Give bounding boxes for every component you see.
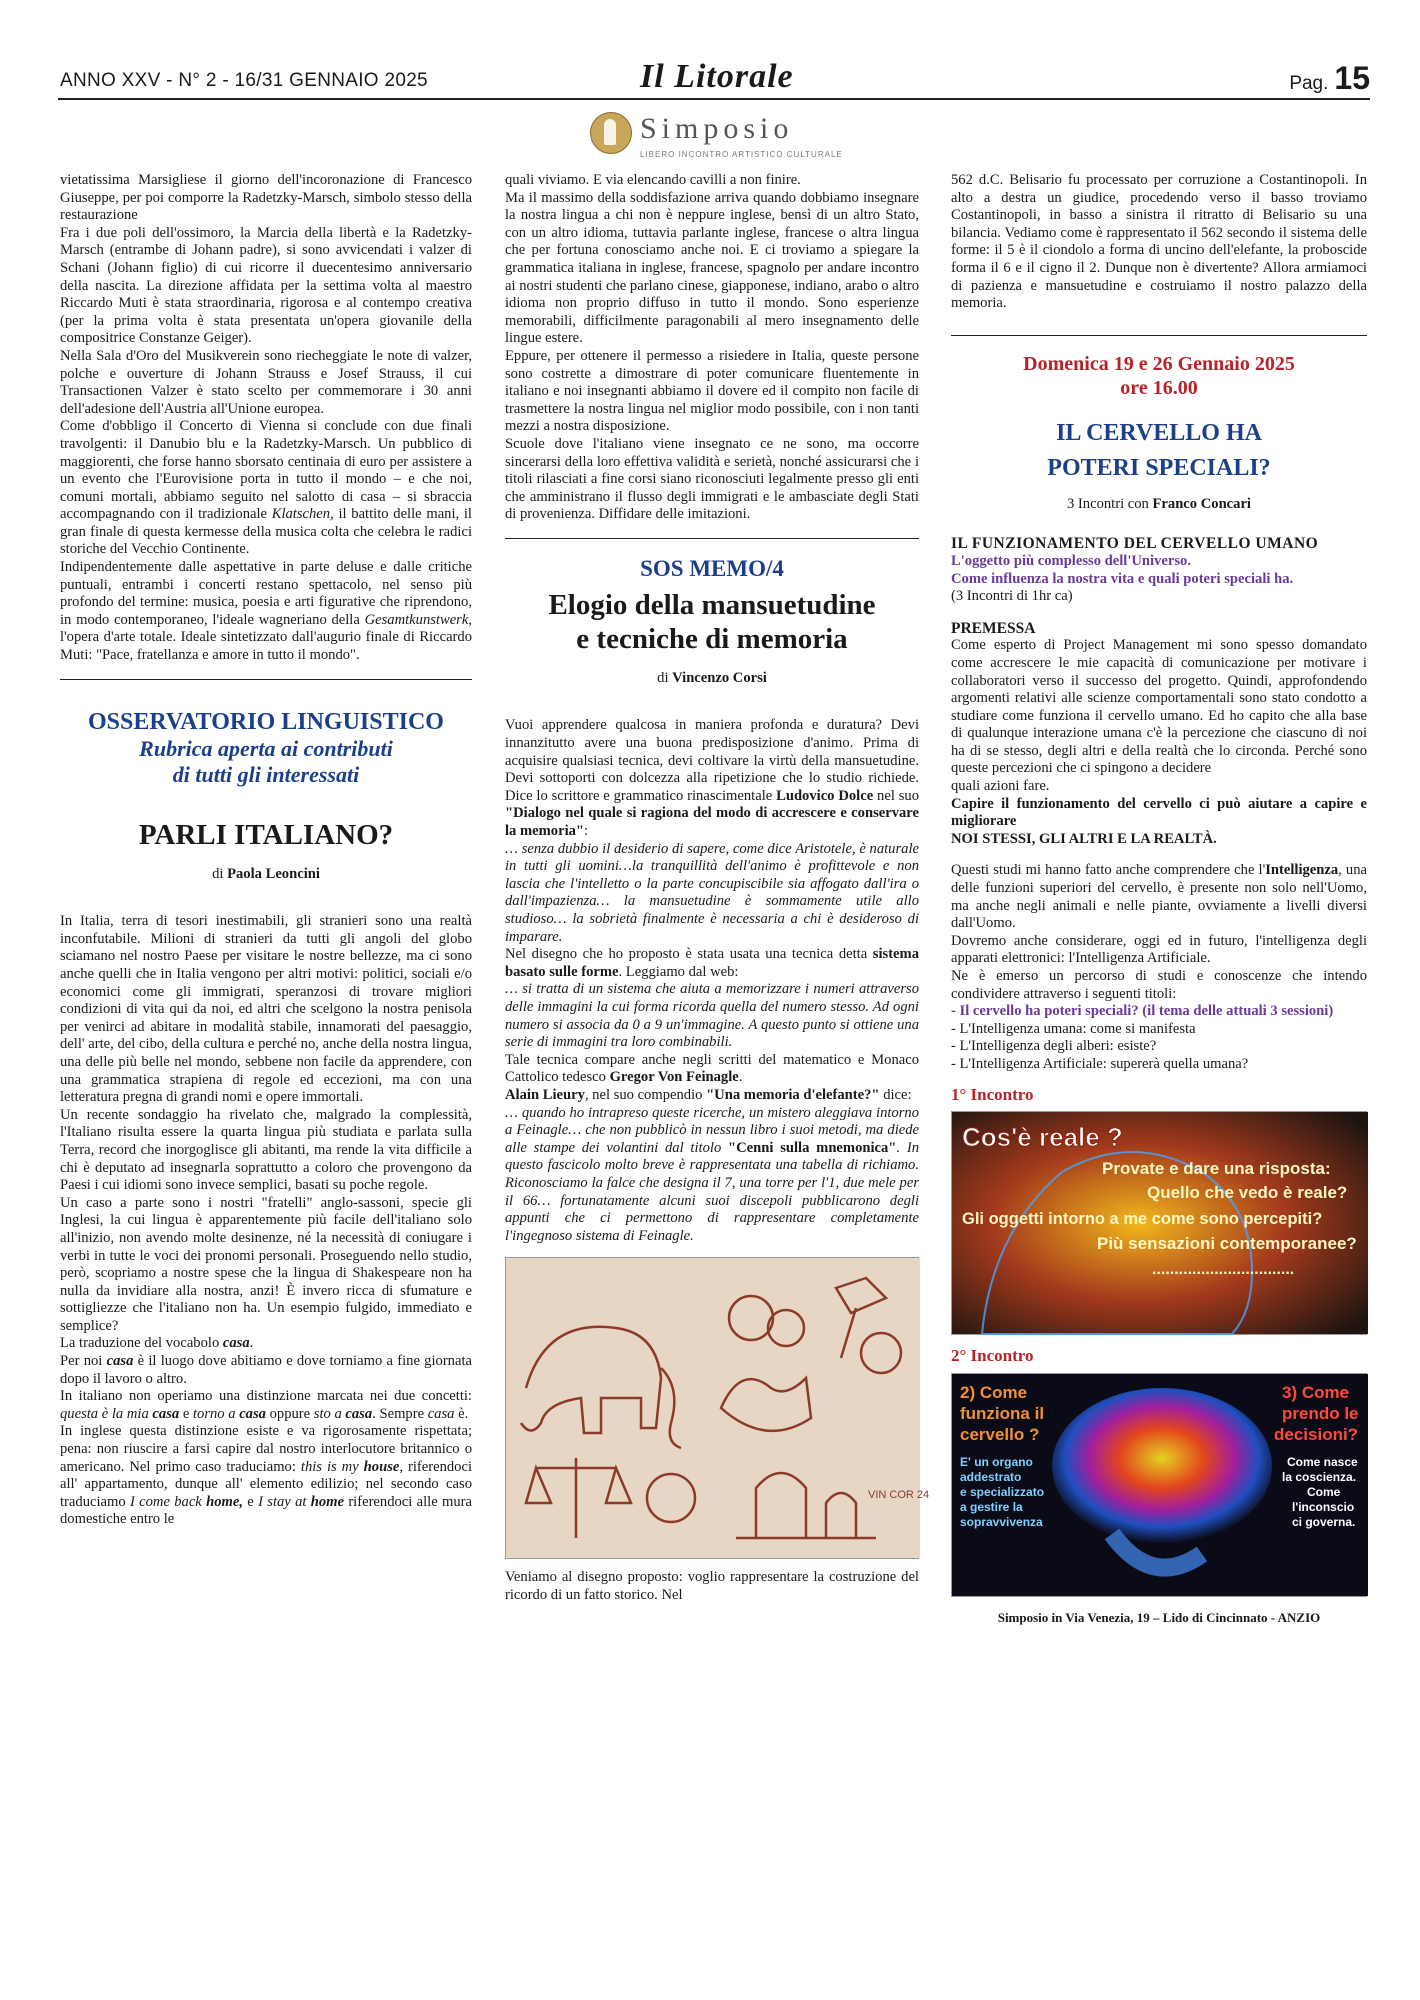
byline: di Paola Leoncini <box>212 865 320 882</box>
image-text: Provate e dare una risposta: <box>1102 1159 1331 1179</box>
paragraph: Per noi casa è il luogo dove abitiamo e dove torniamo a fine giornata dopo il lavoro o altro. <box>60 1353 472 1387</box>
image-text: ci governa. <box>1292 1514 1356 1529</box>
quote: … si tratta di un sistema che aiuta a memorizzare i numeri attraverso delle immagini la cui forma ricorda quella del numero stesso. Ad ogni numero si associa da 0 a 9 un'immagine. A questo punto si ottiene una serie di immagini tra loro combinabili. <box>505 981 919 1051</box>
section-divider <box>505 538 919 539</box>
paragraph: quali azioni fare. <box>951 778 1050 795</box>
paragraph: In italiano non operiamo una distinzione marcata nei due concetti: questa è la mia casa e torno a casa oppure sto a casa. Sempre casa è. <box>60 1388 472 1422</box>
byline: di Vincenzo Corsi <box>657 669 767 686</box>
session-1-illustration <box>952 1112 1368 1334</box>
paragraph: Eppure, per ottenere il permesso a risiedere in Italia, queste persone sono costrette a dimostrare di poter comunicare fluentemente in italiano e noi insegnanti abbiamo il dovere ed il compito non facile di trasmettere la nostra lingua nel miglior modo possibile, con i non tanti mezzi a nostra disposizione. <box>505 347 919 435</box>
paragraph: Come esperto di Project Management mi sono spesso domandato come accrescere le mie capacità di comunicazione per motivare i collaboratori verso il successo del progetto. Quindi, approfondendo argomenti relativi alle scienze comportamentali sono stato condotto a studiare come funziona il cervello umano. Ed ho capito che alla base di qualunque interazione umana c'è la percezione che ciascuno di noi ha di se stesso, degli altri e della realtà che lo circonda. Perché sono queste percezioni che ci spingono a decidere <box>951 637 1367 777</box>
highlight: L'oggetto più complesso dell'Universo. <box>951 552 1191 569</box>
list-item: - L'Intelligenza Artificiale: supererà quella umana? <box>951 1055 1249 1072</box>
paragraph: (3 Incontri di 1hr ca) <box>951 588 1073 605</box>
paragraph: Questi studi mi hanno fatto anche comprendere che l'Intelligenza, una delle funzioni superiori del cervello, è presente non solo nell'Uomo, ma anche negli animali e nelle piante, ovviamente a livelli diversi dall'Uomo. <box>951 862 1367 932</box>
event-time: ore 16.00 <box>1120 376 1198 399</box>
column-3 <box>951 172 1367 1626</box>
list-item: - L'Intelligenza degli alberi: esiste? <box>951 1038 1157 1055</box>
image-text: addestrato <box>960 1469 1022 1484</box>
image-text: la coscienza. <box>1282 1469 1357 1484</box>
memory-drawing <box>505 1257 930 1559</box>
section-title: OSSERVATORIO LINGUISTICO <box>88 708 444 735</box>
logo-tagline: LIBERO INCONTRO ARTISTICO CULTURALE <box>640 150 843 159</box>
image-text: a gestire la <box>960 1499 1023 1514</box>
section-heading: IL FUNZIONAMENTO DEL CERVELLO UMANO <box>951 535 1319 553</box>
paragraph: Un caso a parte sono i nostri "fratelli" anglo-sassoni, specie gli Inglesi, la cui lingua è apparentemente più facile dell'italiano solo all'inizio, non avendo molte desinenze, né la necessità di coniugare i verbi in tutte le voci dei pronomi personali. Proseguendo nello studio, però, scopriamo a nostre spese che la lingua di Shakespeare non ha nulla da invidiare alla nostra, anzi! È invero ricca di sfumature e sottigliezze che l'italiano non ha. Un esempio fulgido, immediato e semplice? <box>60 1194 472 1334</box>
session-2-image <box>951 1373 1367 1597</box>
section-divider <box>951 335 1367 336</box>
section-heading: PREMESSA <box>951 619 1036 637</box>
brain-icon <box>1052 1388 1272 1544</box>
highlight: - Il cervello ha poteri speciali? (il tema delle attuali 3 sessioni) <box>951 1003 1334 1020</box>
image-text: Gli oggetti intorno a me come sono percepiti? <box>962 1210 1323 1229</box>
paragraph: Scuole dove l'italiano viene insegnato ce ne sono, ma occorre sincerarsi della loro effettiva validità e serietà, nonché assicurarsi che i titoli rilasciati a fine corsi siano riconosciuti legalmente presso gli enti che amministrano il flusso degli immigrati e le ambasciate degli Stati di provenienza. Diffidare delle imitazioni. <box>505 435 919 523</box>
image-text: sopravvivenza <box>960 1514 1043 1529</box>
quote: … senza dubbio il desiderio di sapere, come dice Aristotele, è naturale in tutti gli uomini…la tranquillità dell'animo è profittevole e non lascia che l'intelletto o la parte concupiscibile sia affogato dall'ira o dall'impazienza… la mansuetudine è sommamente utile allo studioso… la sobrietà finalmente è necessaria a chi è desideroso di imparare. <box>505 840 919 945</box>
paragraph: Veniamo al disegno proposto: voglio rappresentare la costruzione del ricordo di un fatto storico. Nel <box>505 1569 919 1603</box>
image-text: 2) Come <box>960 1382 1028 1402</box>
event-subtitle: 3 Incontri con Franco Concari <box>1066 495 1251 512</box>
image-text: prendo le <box>1282 1403 1359 1423</box>
image-text: Come nasce <box>1287 1454 1358 1469</box>
image-text: cervello ? <box>960 1424 1040 1444</box>
paragraph: In Italia, terra di tesori inestimabili, gli stranieri sono una realtà inconfutabile. Milioni di stranieri da tutti gli angoli del globo sciamano nel nostro Paese per visitare le nostre bellezze, ma ci sono anche quelli che in Italia vengono per altri motivi: politici, sociali e/o economici come gli immigrati, speranzosi di trovare migliori condizioni di vita qui da noi, ed altri che scelgono la nostra penisola per venirci ad abitare in modalità stabile, innamorati del paesaggio, dell' arte, del cibo, della cultura e perché no, anche della nostra lingua, una delle più belle nel mondo, sebbene non facile da apprendere, con una grammatica strapiena di regole ed eccezioni, ma con una letteratura pregna di grandi nomi e opere immortali. <box>60 913 472 1106</box>
page-number: 15 <box>1334 60 1370 96</box>
issue-info: ANNO XXV - N° 2 - 16/31 GENNAIO 2025 <box>60 70 428 91</box>
session-1-image <box>951 1111 1367 1335</box>
paragraph: Fra i due poli dell'ossimoro, la Marcia della libertà e la Radetzky-Marsch (entrambe di Johann padre), si sono avvicendati i valzer di Schani (Johann figlio) di cui ricorre il duecentesimo anniversario della nascita. La direzione affidata per la settima volta al maestro Riccardo Muti è stata straordinaria, rigorosa e al contempo creativa (per la prima volta è stata presentata un'opera giovanile della compositrice Constanze Geiger). <box>60 224 472 347</box>
image-text: Come <box>1307 1484 1341 1499</box>
paragraph: Capire il funzionamento del cervello ci può aiutare a capire e migliorare <box>951 795 1367 830</box>
image-text: funziona il <box>960 1403 1045 1423</box>
event-date: Domenica 19 e 26 Gennaio 2025 <box>1023 352 1295 375</box>
paragraph: quali viviamo. E via elencando cavilli a non finire. <box>505 172 801 188</box>
quote: … quando ho intrapreso queste ricerche, un mistero aleggiava intorno a Feinagle… che non pubblicò in nessun libro i suoi metodi, ma diede alle stampe dei volantini dal titolo "Cenni sulla mnemonica". In questo fascicolo molto breve è rappresentata una tabella di richiamo. Riconosciamo la falce che designa il 7, una torre per l'1, due mele per il 66… fortunatamente alcuni suoi discepoli pubblicarono degli appunti che ci permettono di rappresentare completamente l'ingegnoso sistema di Feinagle. <box>505 1104 919 1244</box>
paragraph: Dovremo anche considerare, oggi ed in futuro, l'intelligenza degli apparati elettronici: l'Intelligenza Artificiale. <box>951 932 1367 967</box>
event-title: IL CERVELLO HA <box>1056 419 1262 446</box>
section-subtitle: di tutti gli interessati <box>172 761 360 787</box>
paragraph: vietatissima Marsigliese il giorno dell'incoronazione di Francesco Giuseppe, per poi comporre la Radetzky-Marsch, simbolo stesso della restaurazione <box>60 172 472 224</box>
section-subtitle: Rubrica aperta ai contributi <box>139 735 393 761</box>
paragraph: Ma il massimo della soddisfazione arriva quando dobbiamo insegnare la nostra lingua a chi non è neppure inglese, bensì di un altro Stato, con un altro idioma, tuttavia parlante inglese, francese o altra lingua che per fortuna conosciamo anche noi. E ci troviamo a spiegare la grammatica italiana in inglese, francese, spagnolo per andare incontro ai nostri studenti che parlano cinese, giapponese, indiano, arabo o altro idioma non proprio diffuso in tutto il mondo. Sono esperienze memorabili, difficilmente paragonabili al mero insegnamento delle lingue estere. <box>505 189 919 347</box>
image-text: Più sensazioni contemporanee? <box>1097 1234 1357 1254</box>
simposio-logo <box>590 106 850 166</box>
paragraph: NOI STESSI, GLI ALTRI E LA REALTÀ. <box>951 830 1217 847</box>
event-title-line-2: POTERI SPECIALI? <box>1047 454 1271 481</box>
memory-drawing-illustration <box>506 1258 930 1558</box>
paragraph: Un recente sondaggio ha rivelato che, malgrado la complessità, l'Italiano risulta essere la quarta lingua più studiata e parlata sulla Terra, record che inorgoglisce gli abitanti, ma rende la vita difficile a chi è deputato ad insegnarla soprattutto a coloro che provengono da Paesi i cui idiomi sono invece semplici, basati su poche regole. <box>60 1106 472 1194</box>
page-number-block <box>1289 60 1370 97</box>
logo-word: Simposio <box>640 112 794 145</box>
paragraph: La traduzione del vocabolo casa. <box>60 1335 254 1352</box>
paragraph: Come d'obbligo il Concerto di Vienna si conclude con due finali travolgenti: il Danubio blu e la Radetzky-Marsch. Un pubblico di maggiorenti, che forse hanno sborsato centinaia di euro per assistere a un evento che l'Eurovisione porta in tutto il mondo – e che noi, comuni mortali, abbiamo seguito nel salotto di casa – si sbraccia accompagnando con il tradizionale Klatschen, il battito delle mani, il gran finale di questa kermesse della musica colta che celebra le radici storiche del Vecchio Continente. <box>60 418 472 558</box>
paragraph: In inglese questa distinzione esiste e va rigorosamente rispettata; pena: non riuscire a farsi capire dal nostro interlocutore britannico o americano. Nel primo caso traduciamo: this is my house, riferendoci all' appartamento, dunque all' elemento edilizio; nel secondo caso traduciamo I come back home, e I stay at home riferendoci alle mura domestiche entro le <box>60 1423 473 1528</box>
page-label: Pag. <box>1289 73 1329 94</box>
masthead: Il Litorale <box>640 58 794 95</box>
image-text: Quello che vedo è reale? <box>1147 1183 1348 1203</box>
highlight: Come influenza la nostra vita e quali poteri speciali ha. <box>951 570 1294 587</box>
image-text: decisioni? <box>1274 1424 1359 1444</box>
section-title: SOS MEMO/4 <box>640 555 784 581</box>
paragraph: Indipendentemente dalle aspettative in parte deluse e dalle critiche puntuali, entrambi i concerti restano spettacolo, nel senso più profondo del termine: musica, poesia e arti figurative che riprendono, in modo contemporaneo, l'ideale wagneriano della Gesamtkunstwerk, l'opera d'arte totale. Ideale sintetizzato dall'augurio finale di Riccardo Muti: "Pace, fratellanza e amore in tutto il mondo". <box>60 559 472 664</box>
image-text: ................................ <box>1152 1261 1295 1279</box>
paragraph: Tale tecnica compare anche negli scritti del matematico e Monaco Cattolico tedesco Gregor Von Feinagle. <box>505 1051 919 1086</box>
list-item: - L'Intelligenza umana: come si manifesta <box>951 1020 1196 1037</box>
column-1 <box>60 172 472 1529</box>
article-title-line-2: e tecniche di memoria <box>576 622 848 655</box>
session-label: 2° Incontro <box>951 1346 1034 1366</box>
image-text: 3) Come <box>1282 1382 1350 1402</box>
header-rule <box>58 98 1370 100</box>
image-text: e specializzato <box>960 1484 1045 1499</box>
paragraph: Ne è emerso un percorso di studi e conoscenze che intendo condividere attraverso i seguenti titoli: <box>951 968 1367 1002</box>
session-2-illustration <box>952 1374 1368 1596</box>
image-text: l'inconscio <box>1292 1499 1355 1514</box>
paragraph: Vuoi apprendere qualcosa in maniera profonda e duratura? Devi innanzitutto avere una buona predisposizione d'animo. Prima di acquisire qualsiasi tecnica, devi coltivare la virtù della mansuetudine. Devi sottoporti con dolcezza alla ripetizione che lo studio richiede. Dice lo scrittore e grammatico rinascimentale Ludovico Dolce nel suo "Dialogo nel quale si ragiona del modo di accrescere e conservare la memoria": <box>505 717 919 840</box>
paragraph: Nella Sala d'Oro del Musikverein sono riecheggiate le note di valzer, polche e ouverture di Johann Strauss e Josef Strauss, il cui Transactionen Valzer è stato scelto per commemorare i 30 anni dell'adesione dell'Austria all'Unione europea. <box>60 347 472 417</box>
section-divider <box>60 679 472 680</box>
article-title: PARLI ITALIANO? <box>138 818 394 851</box>
image-text: E' un organo <box>960 1454 1033 1469</box>
paragraph: 562 d.C. Belisario fu processato per corruzione a Costantinopoli. In alto a destra un giudice, procedendo verso il basso troviamo Costantinopoli, in basso a sinistra il ritratto di Belisario su una bilancia. Vediamo come è rappresentato il 562 secondo il sistema delle forme: il 5 è il ciondolo a forma di uncino dell'elefante, la proboscide forma il 6 e il cigno il 2. Dunque non è divertente? Allora armiamoci di pazienza e mansuetudine e costruiamo il nostro palazzo della memoria. <box>951 172 1367 312</box>
paragraph: Nel disegno che ho proposto è stata usata una tecnica detta sistema basato sulle forme. Leggiamo dal web: <box>505 946 919 980</box>
venue-footer: Simposio in Via Venezia, 19 – Lido di Cincinnato - ANZIO <box>997 1609 1321 1625</box>
article-title: Elogio della mansuetudine <box>548 588 876 621</box>
paragraph: Alain Lieury, nel suo compendio "Una memoria d'elefante?" dice: <box>505 1086 912 1103</box>
image-heading: Cos'è reale ? <box>962 1122 1123 1153</box>
session-label: 1° Incontro <box>951 1084 1034 1104</box>
column-2 <box>505 172 930 1604</box>
simposio-emblem-icon <box>590 112 632 154</box>
drawing-signature: VIN COR 24 <box>868 1489 930 1502</box>
